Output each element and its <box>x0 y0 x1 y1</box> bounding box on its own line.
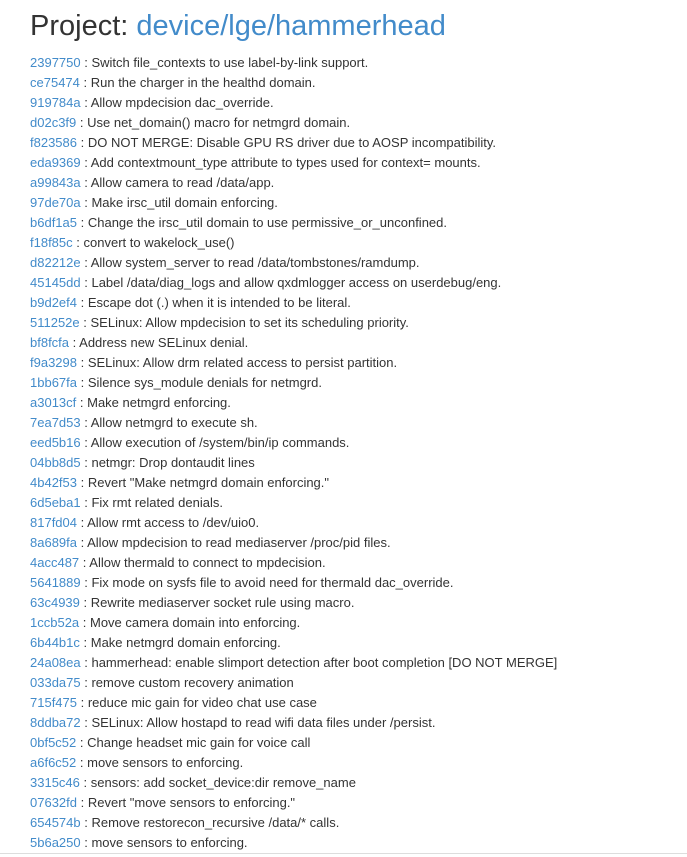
commit-hash-link[interactable]: 033da75 <box>30 675 81 690</box>
commit-hash-link[interactable]: d82212e <box>30 255 81 270</box>
commit-separator: : <box>79 775 91 790</box>
commit-message: Allow netmgrd to execute sh. <box>90 415 258 430</box>
commit-row <box>30 93 557 113</box>
commit-message: Allow thermald to connect to mpdecision. <box>89 555 326 570</box>
commit-hash-link[interactable]: ce75474 <box>30 75 80 90</box>
commit-message: DO NOT MERGE: Disable GPU RS driver due to AOSP incompatibility. <box>87 135 497 150</box>
commit-separator: : <box>77 535 88 550</box>
commit-row <box>30 313 557 333</box>
commit-row <box>30 593 557 613</box>
commit-separator: : <box>80 55 92 70</box>
commit-hash-link[interactable]: f823586 <box>30 135 77 150</box>
commit-hash-link[interactable]: 5b6a250 <box>30 835 81 850</box>
commit-message: netmgr: Drop dontaudit lines <box>91 455 255 470</box>
commit-message: Fix rmt related denials. <box>91 495 223 510</box>
commit-separator: : <box>76 755 88 770</box>
commit-message: Address new SELinux denial. <box>79 335 249 350</box>
commit-message: move sensors to enforcing. <box>91 835 248 850</box>
commit-separator: : <box>80 575 92 590</box>
title-prefix: Project: <box>30 10 137 42</box>
commit-message: Escape dot (.) when it is intended to be literal. <box>87 295 351 310</box>
commit-message: remove custom recovery animation <box>91 675 294 690</box>
commit-hash-link[interactable]: eed5b16 <box>30 435 81 450</box>
commit-row <box>30 473 557 493</box>
commit-separator: : <box>80 675 92 690</box>
commit-separator: : <box>77 295 88 310</box>
commit-row <box>30 613 557 633</box>
commit-separator: : <box>76 115 88 130</box>
commit-separator: : <box>76 735 88 750</box>
commit-row <box>30 453 557 473</box>
commit-row <box>30 653 557 673</box>
commit-separator: : <box>80 495 92 510</box>
commit-hash-link[interactable]: 45145dd <box>30 275 81 290</box>
commit-hash-link[interactable]: 6d5eba1 <box>30 495 81 510</box>
commit-separator: : <box>80 815 92 830</box>
commit-separator: : <box>80 95 91 110</box>
commit-hash-link[interactable]: 24a08ea <box>30 655 81 670</box>
page-title <box>30 8 446 44</box>
commit-hash-link[interactable]: 1bb67fa <box>30 375 77 390</box>
commit-hash-link[interactable]: 919784a <box>30 95 81 110</box>
commit-separator: : <box>79 635 91 650</box>
commit-hash-link[interactable]: eda9369 <box>30 155 81 170</box>
commit-message: Change headset mic gain for voice call <box>87 735 311 750</box>
commit-hash-link[interactable]: 715f475 <box>30 695 77 710</box>
commit-row <box>30 793 557 813</box>
commit-hash-link[interactable]: 8a689fa <box>30 535 77 550</box>
commit-separator: : <box>77 515 88 530</box>
commit-hash-link[interactable]: 97de70a <box>30 195 81 210</box>
commit-message: hammerhead: enable slimport detection after boot completion [DO NOT MERGE] <box>91 655 558 670</box>
bottom-divider <box>0 853 687 854</box>
commit-row <box>30 113 557 133</box>
commit-separator: : <box>80 195 92 210</box>
commit-row <box>30 413 557 433</box>
commit-hash-link[interactable]: 3315c46 <box>30 775 80 790</box>
commit-row <box>30 773 557 793</box>
commit-separator: : <box>79 75 91 90</box>
commit-hash-link[interactable]: 1ccb52a <box>30 615 80 630</box>
commit-row <box>30 173 557 193</box>
commit-separator: : <box>77 695 88 710</box>
commit-message: Make irsc_util domain enforcing. <box>91 195 278 210</box>
commit-hash-link[interactable]: 654574b <box>30 815 81 830</box>
commit-message: Run the charger in the healthd domain. <box>90 75 316 90</box>
commit-separator: : <box>77 375 88 390</box>
project-link[interactable]: device/lge/hammerhead <box>136 10 446 42</box>
commit-message: Move camera domain into enforcing. <box>90 615 301 630</box>
commit-row <box>30 553 557 573</box>
commit-message: SELinux: Allow drm related access to persist partition. <box>87 355 398 370</box>
commit-separator: : <box>80 455 92 470</box>
commit-hash-link[interactable]: d02c3f9 <box>30 115 77 130</box>
commit-row <box>30 273 557 293</box>
commit-row <box>30 533 557 553</box>
commit-separator: : <box>76 395 88 410</box>
commit-hash-link[interactable]: 817fd04 <box>30 515 77 530</box>
commit-message: Allow system_server to read /data/tombstones/ramdump. <box>90 255 420 270</box>
commit-hash-link[interactable]: 7ea7d53 <box>30 415 81 430</box>
commit-separator: : <box>77 135 88 150</box>
commit-row <box>30 253 557 273</box>
commit-row <box>30 193 557 213</box>
commit-separator: : <box>79 595 91 610</box>
commit-separator: : <box>77 795 88 810</box>
commit-message: Allow execution of /system/bin/ip commands. <box>90 435 350 450</box>
commit-hash-link[interactable]: 04bb8d5 <box>30 455 81 470</box>
commit-hash-link[interactable]: a6f6c52 <box>30 755 77 770</box>
commit-hash-link[interactable]: 4b42f53 <box>30 475 77 490</box>
commit-row <box>30 693 557 713</box>
commit-hash-link[interactable]: a3013cf <box>30 395 77 410</box>
commit-message: Revert "Make netmgrd domain enforcing." <box>87 475 330 490</box>
commit-message: SELinux: Allow mpdecision to set its scheduling priority. <box>90 315 409 330</box>
commit-separator: : <box>79 615 90 630</box>
commit-hash-link[interactable]: 0bf5c52 <box>30 735 77 750</box>
commit-hash-link[interactable]: 63c4939 <box>30 595 80 610</box>
commit-message: Fix mode on sysfs file to avoid need for thermald dac_override. <box>91 575 454 590</box>
commit-message: Add contextmount_type attribute to types used for context= mounts. <box>90 155 481 170</box>
commit-hash-link[interactable]: f18f85c <box>30 235 73 250</box>
commit-message: Silence sys_module denials for netmgrd. <box>87 375 322 390</box>
commit-message: Make netmgrd enforcing. <box>87 395 231 410</box>
commit-row <box>30 73 557 93</box>
commit-message: Allow mpdecision to read mediaserver /proc/pid files. <box>87 535 391 550</box>
commit-row <box>30 373 557 393</box>
commit-row <box>30 813 557 833</box>
commit-separator: : <box>80 275 92 290</box>
commit-separator: : <box>69 335 80 350</box>
commit-row <box>30 493 557 513</box>
commit-message: Rewrite mediaserver socket rule using macro. <box>90 595 355 610</box>
commit-separator: : <box>72 235 84 250</box>
commit-row <box>30 393 557 413</box>
commit-separator: : <box>80 715 92 730</box>
commit-hash-link[interactable]: 5641889 <box>30 575 81 590</box>
commit-message: Remove restorecon_recursive /data/* calls. <box>91 815 340 830</box>
commit-row <box>30 513 557 533</box>
commit-message: Label /data/diag_logs and allow qxdmlogger access on userdebug/eng. <box>91 275 502 290</box>
commit-message: Revert "move sensors to enforcing." <box>87 795 296 810</box>
commit-separator: : <box>80 155 91 170</box>
commit-separator: : <box>77 475 88 490</box>
commit-separator: : <box>80 415 91 430</box>
commit-row <box>30 293 557 313</box>
commit-separator: : <box>80 435 91 450</box>
commit-separator: : <box>79 555 90 570</box>
commit-row <box>30 53 557 73</box>
commit-row <box>30 713 557 733</box>
commit-message: Allow rmt access to /dev/uio0. <box>87 515 260 530</box>
commit-hash-link[interactable]: b9d2ef4 <box>30 295 77 310</box>
commit-message: sensors: add socket_device:dir remove_name <box>90 775 356 790</box>
commit-hash-link[interactable]: 2397750 <box>30 55 81 70</box>
commit-row <box>30 633 557 653</box>
commit-separator: : <box>77 355 88 370</box>
commit-message: move sensors to enforcing. <box>87 755 244 770</box>
commit-message: Change the irsc_util domain to use permissive_or_unconfined. <box>87 215 447 230</box>
commit-row <box>30 673 557 693</box>
commit-message: Allow mpdecision dac_override. <box>90 95 274 110</box>
commit-hash-link[interactable]: 4acc487 <box>30 555 80 570</box>
commit-hash-link[interactable]: bf8fcfa <box>30 335 70 350</box>
commit-row <box>30 833 557 853</box>
commit-message: Allow camera to read /data/app. <box>90 175 275 190</box>
commit-message: Make netmgrd domain enforcing. <box>90 635 281 650</box>
commit-row <box>30 573 557 593</box>
commit-hash-link[interactable]: f9a3298 <box>30 355 77 370</box>
commit-message: reduce mic gain for video chat use case <box>87 695 317 710</box>
commit-message: convert to wakelock_use() <box>83 235 235 250</box>
commit-hash-link[interactable]: 6b44b1c <box>30 635 80 650</box>
commit-message: Switch file_contexts to use label-by-link support. <box>91 55 369 70</box>
commit-row <box>30 333 557 353</box>
commit-separator: : <box>80 835 92 850</box>
commit-list <box>30 53 557 853</box>
commit-row <box>30 753 557 773</box>
commit-row <box>30 213 557 233</box>
commit-hash-link[interactable]: 07632fd <box>30 795 77 810</box>
commit-row <box>30 353 557 373</box>
commit-separator: : <box>80 255 91 270</box>
commit-row <box>30 233 557 253</box>
commit-message: SELinux: Allow hostapd to read wifi data files under /persist. <box>91 715 436 730</box>
commit-separator: : <box>80 655 92 670</box>
commit-separator: : <box>77 215 88 230</box>
commit-hash-link[interactable]: a99843a <box>30 175 81 190</box>
commit-separator: : <box>79 315 91 330</box>
commit-hash-link[interactable]: b6df1a5 <box>30 215 77 230</box>
commit-row <box>30 433 557 453</box>
commit-hash-link[interactable]: 8ddba72 <box>30 715 81 730</box>
commit-separator: : <box>80 175 91 190</box>
commit-message: Use net_domain() macro for netmgrd domain. <box>87 115 351 130</box>
commit-row <box>30 133 557 153</box>
commit-hash-link[interactable]: 511252e <box>30 315 80 330</box>
commit-row <box>30 733 557 753</box>
commit-row <box>30 153 557 173</box>
